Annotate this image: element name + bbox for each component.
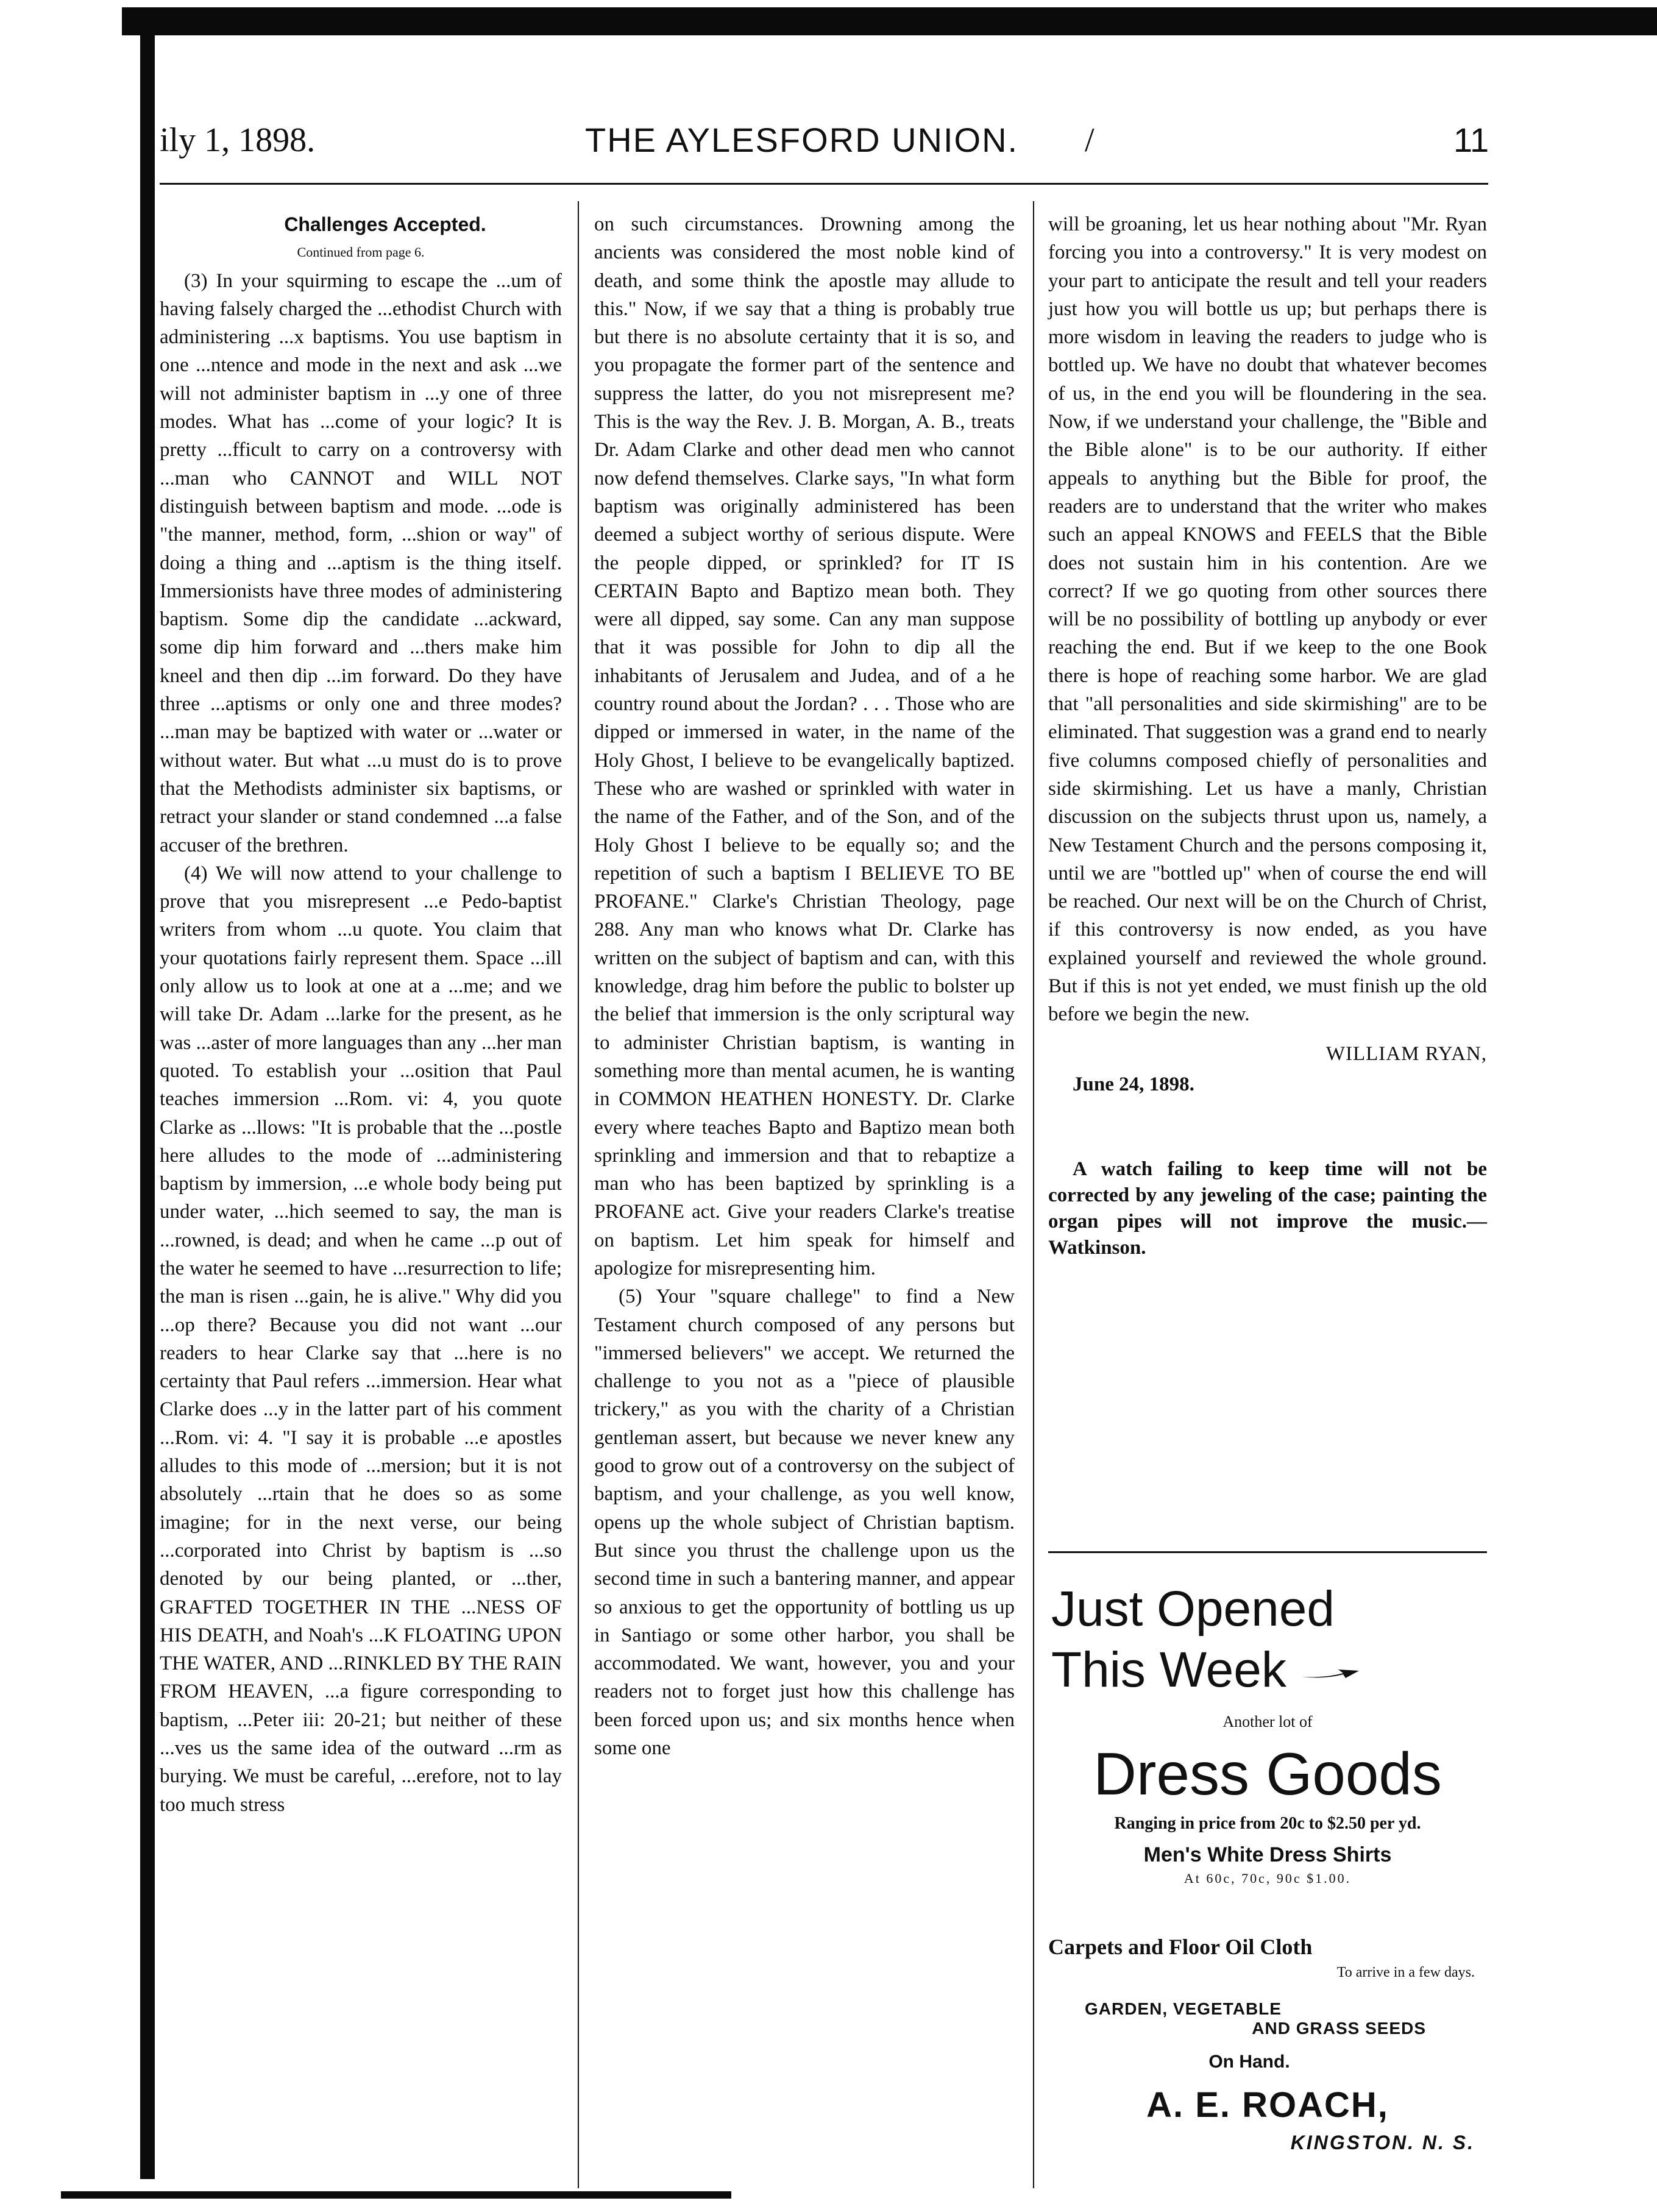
letter-date: June 24, 1898.	[1073, 1073, 1194, 1095]
article-column-3	[1048, 210, 1487, 1261]
article-paragraph: will be groaning, let us hear nothing about "Mr. Ryan forcing you into a controversy." It is very modest on your part to anticipate the result and tell your readers just how you will bottle us up; but perhaps there is more wisdom in leaving the readers to judge who is bottled up. We have no doubt that whatever becomes of us, in the end you will be floundering in the sea. Now, if we understand your challenge, the "Bible and the Bible alone" is to be our authority. If either appeals to anything but the Bible for proof, the readers are to understand that the writer who makes such an appeal KNOWS and FEELS that the Bible does not sustain him in his contention. Are we correct? If we go quoting from other sources there will be no possibility of bottling up anybody or ever reaching the end. But if we keep to the one Book there is hope of reaching some harbor. We are glad that "all personalities and side skirmishing" are to be eliminated. That suggestion was a grand end to nearly five columns composed chiefly of personalities and side skirmishing. Let us have a manly, Christian discussion on the subjects thrust upon us, namely, a New Testament Church and the persons composing it, until we are "bottled up" when of course the end will be reached. Our next will be on the Church of Christ, if this controversy is now ended, as you have explained yourself and reviewed the whole ground. But if this is not yet ended, we must finish up the old before we begin the new.	[1048, 213, 1487, 1026]
page-number: 11	[1453, 121, 1489, 159]
page-bottom-border	[61, 2191, 731, 2199]
advert-headline-2: This Week	[1051, 1642, 1286, 1698]
article-paragraph: on such circumstances. Drowning among the ancients was considered the most noble kind of death, and some think the apostle may allude to this." Now, if we say that a thing is probably true but there is no absolute certainty that it is so, and you propagate the former part of the sentence and suppress the latter, do you not misrepresent me? This is the way the Rev. J. B. Morgan, A. B., treats Dr. Adam Clarke and other dead men who cannot now defend themselves. Clarke says, "In what form baptism was originally administered has been deemed a subject worthy of serious dispute. Were the people dipped, or sprinkled? for IT IS CERTAIN Bapto and Baptizo mean both. They were all dipped, say some. Can any man suppose that it was possible for John to dip all the inhabitants of Jerusalem and Judea, and of a he country round about the Jordan? . . . Those who are dipped or immersed in water, in the name of the Holy Ghost, I believe to be evangelically baptized. These who are washed or sprinkled with water in the name of the Father, and of the Son, and of the Holy Ghost I believe to be equally so; and the repetition of such a baptism I BELIEVE TO BE PROFANE." Clarke's Christian Theology, page 288. Any man who knows what Dr. Clarke has written on the subject of baptism and can, with this knowledge, drag him before the public to bolster up the belief that immersion is the only scriptural way to administer Christian baptism, is wanting in something more than mental acumen, he is wanting in COMMON HEATHEN HONESTY. Dr. Clarke every where teaches Bapto and Baptizo mean both sprinkling and immersion and that to rebaptize a man who has been baptized by sprinkling is a PROFANE act. Give your readers Clarke's treatise on baptism. Let him speak for himself and apologize for misrepresenting him.	[594, 213, 1015, 1279]
article-column-1	[160, 210, 562, 1819]
pointing-arrow-icon	[1300, 1667, 1361, 1679]
article-paragraph: (5) Your "square challege" to find a New Testament church composed of any persons but "immersed believers" we accept. We returned the challenge to you not as a "piece of plausible trickery," as you with the charity of a Christian gentleman assert, but because we never knew any good to grow out of a controversy on the subject of baptism, and your challenge, as you well know, opens up the whole subject of Christian baptism. But since you thrust the challenge upon us the second time in such a bantering manner, and appear so anxious to get the opportunity of bottling us up in Santiago or some other harbor, you shall be accommodated. We want, however, you and your readers not to forget just how this challenge has been forced upon us; and six months hence when some one	[594, 1286, 1015, 1760]
advert-shirts: Men's White Dress Shirts	[1143, 1843, 1392, 1866]
advert-carpets: Carpets and Floor Oil Cloth	[1048, 1935, 1313, 1959]
advert-merchant-name: A. E. ROACH,	[1146, 2085, 1389, 2125]
column-divider-2	[1033, 201, 1034, 2188]
advert-shirt-prices: At 60c, 70c, 90c $1.00.	[1183, 1871, 1352, 1886]
advert-headline-1: Just Opened	[1051, 1581, 1335, 1637]
advert-rule	[1048, 1551, 1487, 1553]
article-paragraph: (3) In your squirming to escape the ...um of having falsely charged the ...ethodist Church with administering ...x baptisms. You use baptism in one ...ntence and mode in the next and ask ...we will not administer baptism in ...y one of three modes. What has ...come of your logic? It is pretty ...fficult to carry on a controversy with ...man who CANNOT and WILL NOT distinguish between baptism and mode. ...ode is "the manner, method, form, ...shion or way" of doing a thing and ...aptism is the thing itself. Immersionists have three modes of administering baptism. Some dip the candidate ...ackward, some dip him forward and ...thers make him kneel and then dip ...im forward. Do they have three ...aptisms or only one and three modes? ...man may be baptized with water or ...water or without water. But what ...u must do is to prove that the Methodists administer six baptisms, or retract your slander or stand condemned ...a false accuser of the brethren.	[160, 269, 562, 856]
article-column-2	[594, 210, 1015, 1762]
advert-on-hand: On Hand.	[1208, 2052, 1290, 2072]
article-continued-note: Continued from page 6.	[297, 244, 425, 260]
advert-town: KINGSTON. N. S.	[1290, 2132, 1475, 2153]
header-rule	[160, 183, 1488, 185]
advert-seeds-line-2: AND GRASS SEEDS	[1252, 2019, 1426, 2038]
page-top-border	[122, 7, 1657, 35]
dress-goods-advert	[1048, 1579, 1487, 2154]
advert-headline-2-row	[1051, 1640, 1487, 1701]
author-signature: WILLIAM RYAN,	[1325, 1042, 1487, 1065]
header-mark: /	[1085, 121, 1095, 159]
advert-seeds-line-1: GARDEN, VEGETABLE	[1085, 1999, 1282, 2018]
advert-dress-goods: Dress Goods	[1093, 1740, 1442, 1807]
advert-price-range: Ranging in price from 20c to $2.50 per yd.	[1114, 1814, 1421, 1833]
advert-another-lot: Another lot of	[1222, 1713, 1313, 1730]
column-divider-1	[578, 201, 579, 2188]
header-date: ily 1, 1898.	[160, 121, 316, 159]
article-heading: Challenges Accepted.	[284, 213, 486, 235]
page-left-border	[140, 34, 155, 2179]
advert-arrival-note: To arrive in a few days.	[1336, 1965, 1475, 1980]
newspaper-title: THE AYLESFORD UNION.	[585, 121, 1019, 159]
article-paragraph: (4) We will now attend to your challenge to prove that you misrepresent ...e Pedo-baptist writers from whom ...u quote. You claim that your quotations fairly represent them. Space ...ill only allow us to look at one at a ...me; and we will take Dr. Adam ...larke for the present, as he was ...aster of more languages than any ...her man quoted. To establish your ...osition that Paul teaches immersion ...Rom. vi: 4, you quote Clarke as ...llows: "It is probable that the ...postle here alludes to the mode of ...administering baptism by immersion, ...e whole body being put under water, ...hich seemed to say, the man is ...rowned, is dead; and when he came ...p out of the water he seemed to have ...resurrection to life; the man is risen ...gain, he is alive." Why did you ...op there? Because you did not want ...our readers to hear Clarke say that ...here is no certainty that Paul refers ...immersion. Hear what Clarke does ...y in the latter part of his comment ...Rom. vi: 4. "I say it is probable ...e apostles alludes to this mode of ...mersion; but it is not absolutely ...rtain that he does so as some imagine; for in the next verse, our being ...corporated into Christ by baptism is ...so denoted by our being planted, or ...ther, GRAFTED TOGETHER IN THE ...NESS OF HIS DEATH, and Noah's ...K FLOATING UPON THE WATER, AND ...RINKLED BY THE RAIN FROM HEAVEN, ...a figure corresponding to baptism, ...Peter iii: 20-21; but neither of these ...ves us the same idea of the outward ...rm as burying. We must be careful, ...erefore, not to lay too much stress	[160, 862, 562, 1816]
filler-quote: A watch failing to keep time will not be corrected by any jeweling of the case; painting the organ pipes will not improve the music.—Watkinson.	[1048, 1158, 1487, 1259]
